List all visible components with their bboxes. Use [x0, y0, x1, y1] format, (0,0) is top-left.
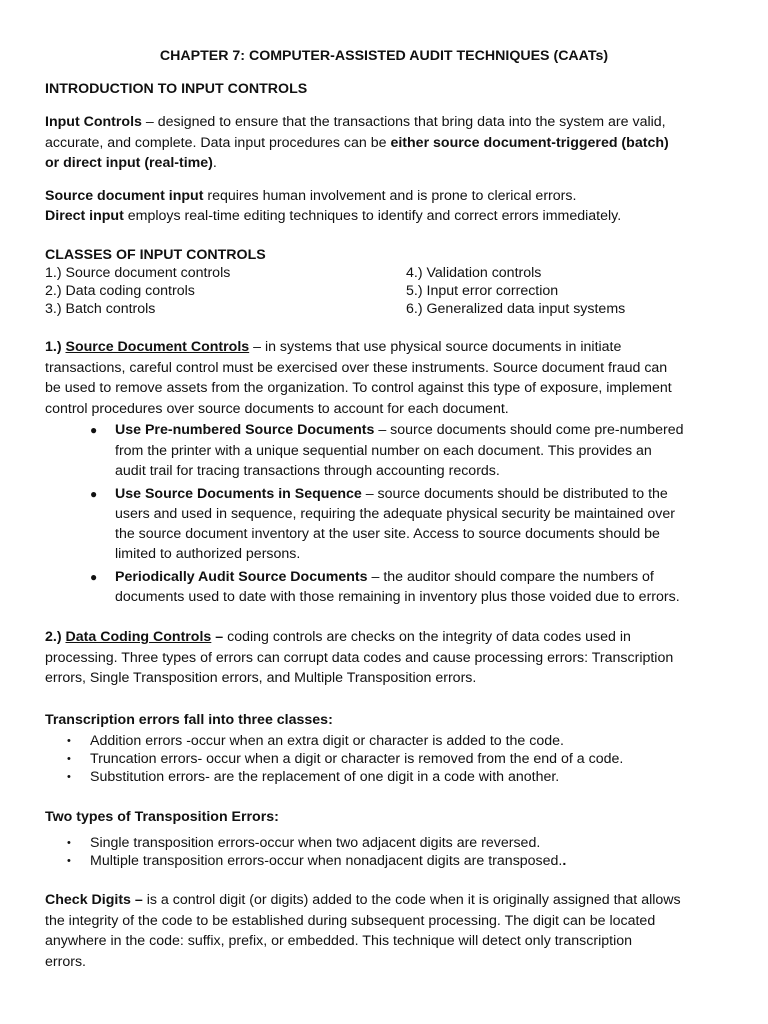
transposition-item-2: Multiple transposition errors-occur when nonadjacent digits are transposed.	[90, 853, 563, 869]
bullet-icon: ●	[90, 487, 98, 501]
sdc-bullet-1-text-1: – source documents should come pre-numbered	[374, 422, 684, 438]
sdc-bullet-1-term: Use Pre-numbered Source Documents	[115, 422, 375, 438]
input-controls-period: .	[212, 155, 217, 171]
source-input-line	[45, 186, 576, 206]
dcc-dash: –	[211, 629, 224, 645]
input-controls-emphasis-2: or direct input (real-time)	[45, 155, 213, 171]
check-digits-line-1	[45, 890, 681, 910]
source-input-text: requires human involvement and is prone to clerical errors.	[203, 188, 577, 204]
class-item-2: 2.) Data coding controls	[45, 283, 195, 299]
transposition-item-2-line	[90, 851, 566, 871]
sdc-line-3: be used to remove assets from the organization. To control against this type of exposure, implement	[45, 380, 672, 396]
input-controls-line-2	[45, 133, 669, 153]
direct-input-text: employs real-time editing techniques to identify and correct errors immediately.	[123, 208, 622, 224]
sdc-bullet-3-term: Periodically Audit Source Documents	[115, 569, 368, 585]
bullet-icon: •	[67, 735, 71, 747]
dcc-number: 2.)	[45, 629, 66, 645]
sdc-bullet-1-line-2: from the printer with a unique sequential number on each document. This provides an	[115, 443, 652, 459]
sdc-text-1: – in systems that use physical source documents in initiate	[249, 339, 622, 355]
sdc-bullet-3-line-1	[115, 567, 654, 587]
sdc-bullet-2-line-2: users and used in sequence, requiring the adequate physical security be maintained over	[115, 506, 675, 522]
transcription-item-1: Addition errors -occur when an extra digit or character is added to the code.	[90, 733, 564, 749]
input-controls-emphasis-1: either source document-triggered (batch)	[390, 135, 669, 151]
transposition-item-2-period: .	[562, 853, 567, 869]
direct-input-line	[45, 206, 621, 226]
sdc-heading: Source Document Controls	[65, 339, 250, 355]
bullet-icon: ●	[90, 423, 98, 437]
classes-heading: CLASSES OF INPUT CONTROLS	[45, 247, 266, 263]
class-item-3: 3.) Batch controls	[45, 301, 156, 317]
transposition-heading: Two types of Transposition Errors:	[45, 809, 279, 825]
direct-input-term: Direct input	[45, 208, 124, 224]
transcription-heading: Transcription errors fall into three classes:	[45, 712, 333, 728]
class-item-6: 6.) Generalized data input systems	[406, 301, 626, 317]
sdc-line-4: control procedures over source documents to account for each document.	[45, 401, 509, 417]
sdc-bullet-1-line-1	[115, 420, 684, 440]
transposition-item-1: Single transposition errors-occur when two adjacent digits are reversed.	[90, 835, 541, 851]
check-digits-text-1: is a control digit (or digits) added to the code when it is originally assigned that allows	[142, 892, 681, 908]
dcc-line-3: errors, Single Transposition errors, and Multiple Transposition errors.	[45, 670, 477, 686]
check-digits-term: Check Digits –	[45, 892, 143, 908]
dcc-heading: Data Coding Controls	[65, 629, 212, 645]
bullet-icon: •	[67, 855, 71, 867]
source-input-term: Source document input	[45, 188, 204, 204]
sdc-number: 1.)	[45, 339, 66, 355]
dcc-text-1: coding controls are checks on the integrity of data codes used in	[223, 629, 631, 645]
sdc-bullet-2-line-1	[115, 484, 668, 504]
bullet-icon: •	[67, 837, 71, 849]
class-item-5: 5.) Input error correction	[406, 283, 559, 299]
sdc-bullet-1-line-3: audit trail for tracing transactions through accounting records.	[115, 463, 500, 479]
check-digits-line-3: anywhere in the code: suffix, prefix, or embedded. This technique will detect only transcription	[45, 933, 633, 949]
class-item-4: 4.) Validation controls	[406, 265, 542, 281]
sdc-bullet-2-term: Use Source Documents in Sequence	[115, 486, 362, 502]
input-controls-line-1	[45, 112, 666, 132]
sdc-bullet-2-line-3: the source document inventory at the user site. Access to source documents should be	[115, 526, 660, 542]
sdc-line-2: transactions, careful control must be exercised over these instruments. Source document fraud can	[45, 360, 668, 376]
input-controls-term: Input Controls	[45, 114, 142, 130]
sdc-bullet-3-text-1: – the auditor should compare the numbers of	[367, 569, 654, 585]
input-controls-line-3	[45, 153, 217, 173]
input-controls-text-1: – designed to ensure that the transactions that bring data into the system are valid,	[141, 114, 666, 130]
transcription-item-2: Truncation errors- occur when a digit or character is removed from the end of a code.	[90, 751, 624, 767]
bullet-icon: •	[67, 753, 71, 765]
sdc-bullet-2-text-1: – source documents should be distributed to the	[361, 486, 668, 502]
dcc-line-2: processing. Three types of errors can corrupt data codes and cause processing errors: Transcription	[45, 650, 674, 666]
page-title: CHAPTER 7: COMPUTER-ASSISTED AUDIT TECHNIQUES (CAATs)	[159, 48, 609, 64]
sdc-line-1	[45, 337, 621, 357]
check-digits-line-4: errors.	[45, 954, 86, 970]
class-item-1: 1.) Source document controls	[45, 265, 231, 281]
intro-heading: INTRODUCTION TO INPUT CONTROLS	[45, 81, 308, 97]
bullet-icon: •	[67, 771, 71, 783]
check-digits-line-2: the integrity of the code to be established during subsequent processing. The digit can be located	[45, 913, 656, 929]
sdc-bullet-3-line-2: documents used to date with those remaining in inventory plus those voided due to errors.	[115, 589, 680, 605]
input-controls-text-2: accurate, and complete. Data input procedures can be	[45, 135, 391, 151]
transcription-item-3: Substitution errors- are the replacement of one digit in a code with another.	[90, 769, 560, 785]
bullet-icon: ●	[90, 570, 98, 584]
dcc-line-1	[45, 627, 631, 647]
sdc-bullet-2-line-4: limited to authorized persons.	[115, 546, 301, 562]
